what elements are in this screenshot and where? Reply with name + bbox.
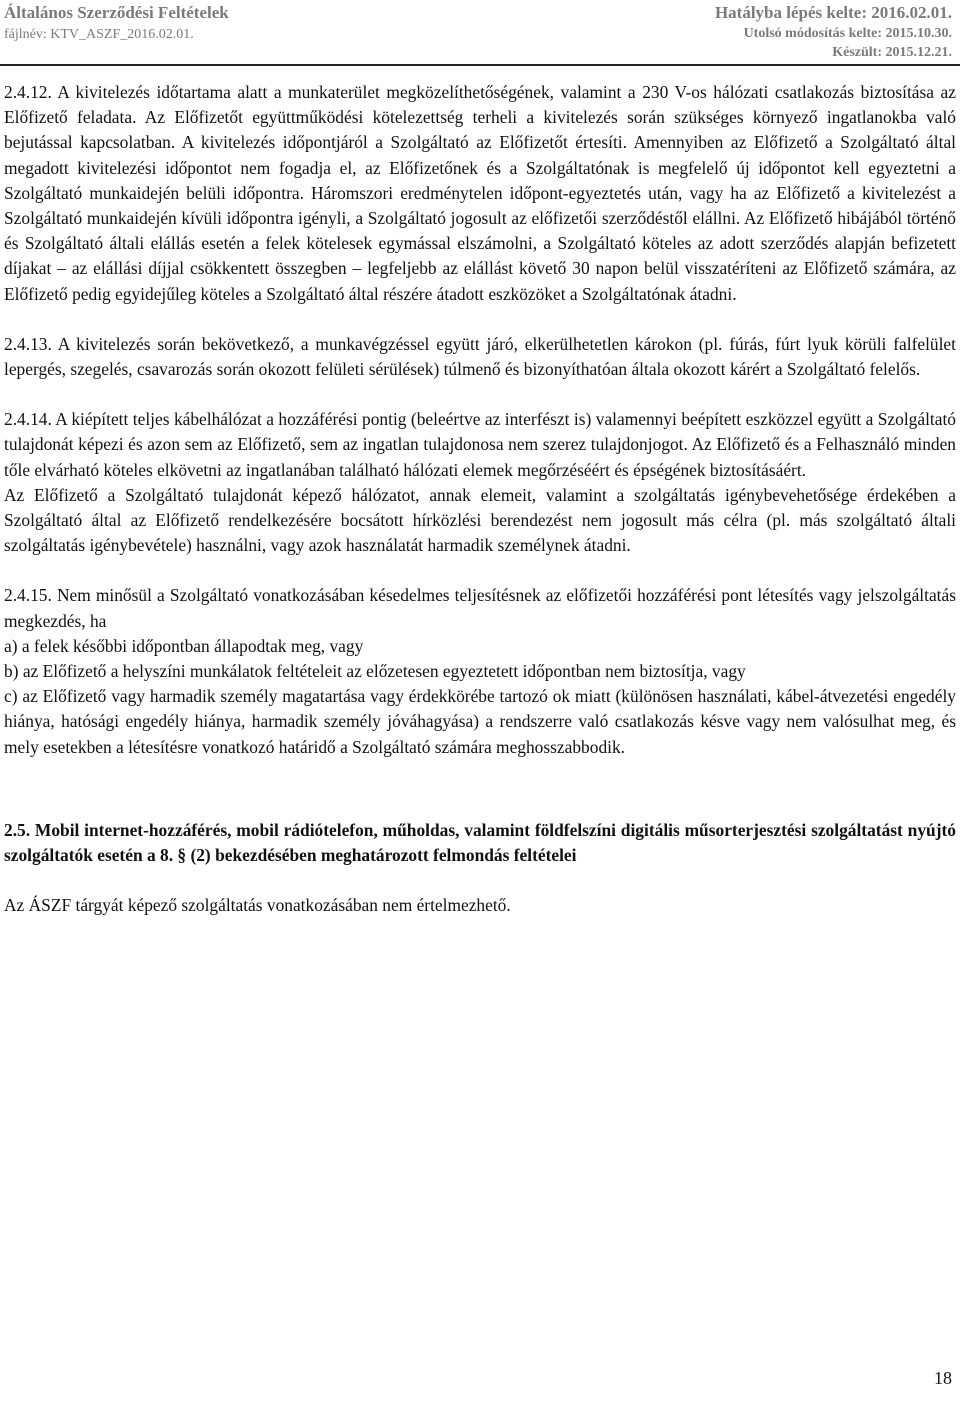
- page-number: 18: [934, 1368, 952, 1388]
- list-item-b: b) az Előfizető a helyszíni munkálatok feltételeit az előzetesen egyeztetett időpontban nem biztosítja, vagy: [4, 661, 746, 682]
- list-item-a: a) a felek későbbi időpontban állapodtak meg, vagy: [4, 635, 364, 656]
- paragraph-2-4-14-cont: Az Előfizető a Szolgáltató tulajdonát képező hálózatot, annak elemeit, valamint a szolgáltatás igénybevehetősége érdekében a Szolgáltató által az Előfizető rendelkezésére bocsátott hírközlési berendezést nem jogosult más célra (pl. más szolgáltató általi szolgáltatás igénybevétele) használni, vagy azok használatát harmadik személynek átadni.: [4, 484, 956, 556]
- paragraph-2-4-14: 2.4.14. A kiépített teljes kábelhálózat a hozzáférési pontig (beleértve az interfészt is) valamennyi beépített eszközzel együtt a Szolgáltató tulajdonát képezi és azon sem az Előfizető, sem az ingatlan tulajdonosa nem szerez tulajdonjogot. Az Előfizető és a Felhasználó minden tőle elvárható köteles elkövetni az ingatlanában található hálózati elemek megőrzéséért és épségének biztosításáért.: [4, 409, 956, 480]
- document-body: [4, 80, 956, 918]
- modified-date: Utolsó módosítás kelte: 2015.10.30.: [743, 26, 952, 41]
- document-filename: fájlnév: KTV_ASZF_2016.02.01.: [4, 27, 194, 42]
- header-divider: [0, 64, 960, 66]
- created-date: Készült: 2015.12.21.: [832, 45, 952, 60]
- paragraph-2-4-12: 2.4.12. A kivitelezés időtartama alatt a munkaterület megközelíthetőségének, valamint a 230 V-os hálózati csatlakozás biztosítása az Előfizető feladata. Az Előfizetőt együttműködési kötelezettség terheli a kivitelezés során szükséges környező ingatlanokba való bejutással kapcsolatban. A kivitelezés időpontjáról a Szolgáltató az Előfizetőt értesíti. Amennyiben az Előfizető a Szolgáltató által megadott kivitelezési időpontot nem fogadja el, az Előfizetőnek és a Szolgáltatónak is megfelelő új időpontot kell egyeztetni a Szolgáltató munkaidején belüli időpontra. Háromszori eredménytelen időpont-egyeztetés után, vagy ha az Előfizető a kivitelezést a Szolgáltató munkaidején kívüli időpontra igényli, a Szolgáltató jogosult az előfizetői szerződéstől elállni. Az Előfizető hibájából történő és Szolgáltató általi elállás esetén a felek kötelesek egymással elszámolni, a Szolgáltató köteles az adott szerződés alapján befizetett díjakat – az elállási díjjal csökkentett összegben – legfeljebb az elállást követő 30 napon belül visszatéríteni az Előfizető számára, az Előfizető pedig egyidejűleg köteles a Szolgáltató által részére átadott eszközöket a Szolgáltatónak átadni.: [4, 82, 956, 304]
- document-title: Általános Szerződési Feltételek: [4, 3, 229, 22]
- paragraph-2-5: Az ÁSZF tárgyát képező szolgáltatás vonatkozásában nem értelmezhető.: [4, 895, 511, 916]
- section-heading-2-5: 2.5. Mobil internet-hozzáférés, mobil rádiótelefon, műholdas, valamint földfelszíni digitális műsorterjesztési szolgáltatást nyújtó szolgáltatók esetén a 8. § (2) bekezdésében meghatározott felmondás feltételei: [4, 819, 956, 866]
- list-item-c: c) az Előfizető vagy harmadik személy magatartása vagy érdekkörébe tartozó ok miatt (különösen használati, kábel-átvezetési engedély hiánya, hatósági engedély hiánya, harmadik személy jóváhagyása) a rendszerre való csatlakozás késve vagy nem valósulhat meg, és mely esetekben a létesítésre vonatkozó határidő a Szolgáltató számára meghosszabbodik.: [4, 686, 956, 757]
- effective-date: Hatályba lépés kelte: 2016.02.01.: [714, 3, 952, 22]
- paragraph-2-4-15: 2.4.15. Nem minősül a Szolgáltató vonatkozásában késedelmes teljesítésnek az előfizetői hozzáférési pont létesítés vagy jelszolgáltatás megkezdés, ha: [4, 585, 956, 631]
- page-header: [0, 0, 960, 66]
- paragraph-2-4-13: 2.4.13. A kivitelezés során bekövetkező, a munkavégzéssel együtt járó, elkerülhetetlen károkon (pl. fúrás, fúrt lyuk körüli falfelület lepergés, szegelés, csavarozás során okozott felületi sérülések) túlmenő és bizonyíthatóan általa okozott kárért a Szolgáltató felelős.: [4, 333, 956, 380]
